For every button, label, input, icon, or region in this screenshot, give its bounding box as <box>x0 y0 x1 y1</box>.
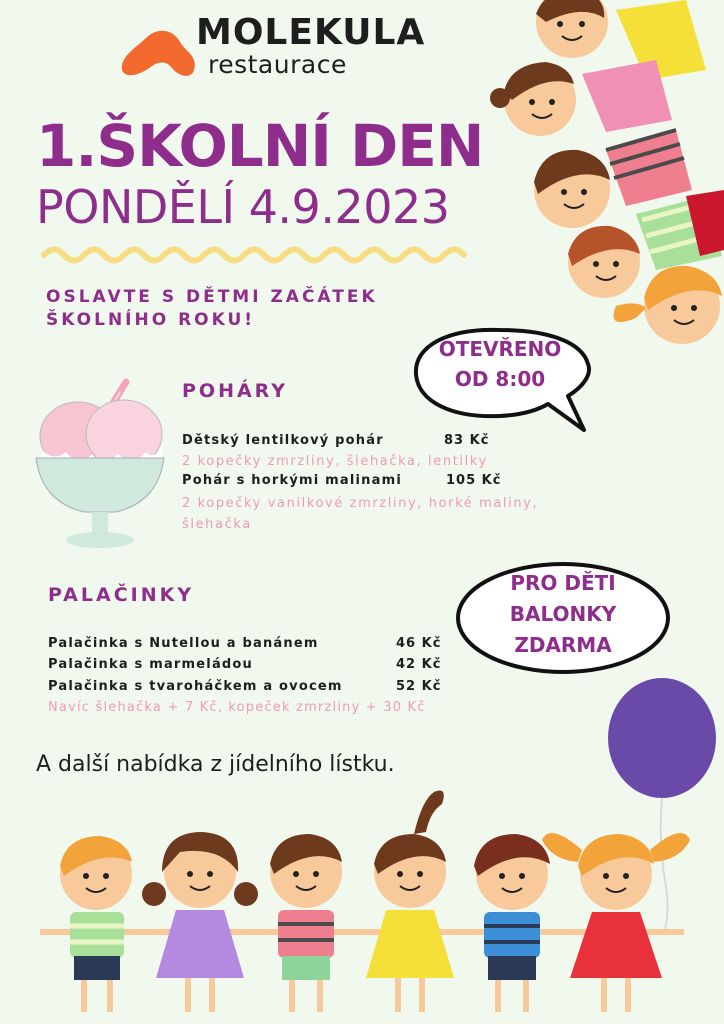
menu-item-name: Palačinka s Nutellou a banánem <box>48 636 319 651</box>
menu-item-price: 52 Kč <box>396 679 442 694</box>
intro-text <box>46 286 446 332</box>
wave-divider-icon <box>40 240 468 270</box>
bubble-line: OTEVŘENO <box>438 337 562 361</box>
menu-item-description: 2 kopečky vanilkové zmrzliny, horké maliny, <box>182 496 539 511</box>
menu-item-name: Dětský lentilkový pohár <box>182 433 384 448</box>
menu-item-price: 83 Kč <box>444 433 490 448</box>
intro-line: OSLAVTE S DĚTMI ZAČÁTEK <box>46 287 378 307</box>
event-date: PONDĚLÍ 4.9.2023 <box>36 180 450 234</box>
menu-item-price: 42 Kč <box>396 657 442 672</box>
menu-item-description: 2 kopečky zmrzliny, šlehačka, lentilky <box>182 454 488 469</box>
section-heading-palacinky: PALAČINKY <box>48 584 195 606</box>
callout-line: PRO DĚTI <box>510 571 616 595</box>
menu-item-description: šlehačka <box>182 517 252 532</box>
menu-item-price: 46 Kč <box>396 636 442 651</box>
intro-line: ŠKOLNÍHO ROKU! <box>46 310 256 330</box>
section-heading-pohary: POHÁRY <box>182 380 289 402</box>
bubble-line: OD 8:00 <box>454 367 546 391</box>
balloons-free-text <box>470 568 656 661</box>
menu-item-name: Pohár s horkými malinami <box>182 473 402 488</box>
more-offer-text: A další nabídka z jídelního lístku. <box>36 752 395 777</box>
children-illustration-bottom-icon <box>30 782 694 1024</box>
extras-text: Navíc šlehačka + 7 Kč, kopeček zmrzliny + 30 Kč <box>48 700 426 715</box>
ice-cream-cup-icon <box>34 378 166 550</box>
callout-line: BALONKY <box>509 602 617 626</box>
logo-subtitle: restaurace <box>208 50 347 79</box>
callout-line: ZDARMA <box>514 633 612 657</box>
menu-item-name: Palačinka s tvaroháčkem a ovocem <box>48 679 343 694</box>
menu-item-price: 105 Kč <box>446 473 502 488</box>
menu-item-name: Palačinka s marmeládou <box>48 657 254 672</box>
logo-mark-icon <box>118 26 200 82</box>
children-illustration-top-icon <box>486 0 724 360</box>
page-title: 1.ŠKOLNÍ DEN <box>36 112 484 180</box>
logo-name: MOLEKULA <box>196 12 426 53</box>
